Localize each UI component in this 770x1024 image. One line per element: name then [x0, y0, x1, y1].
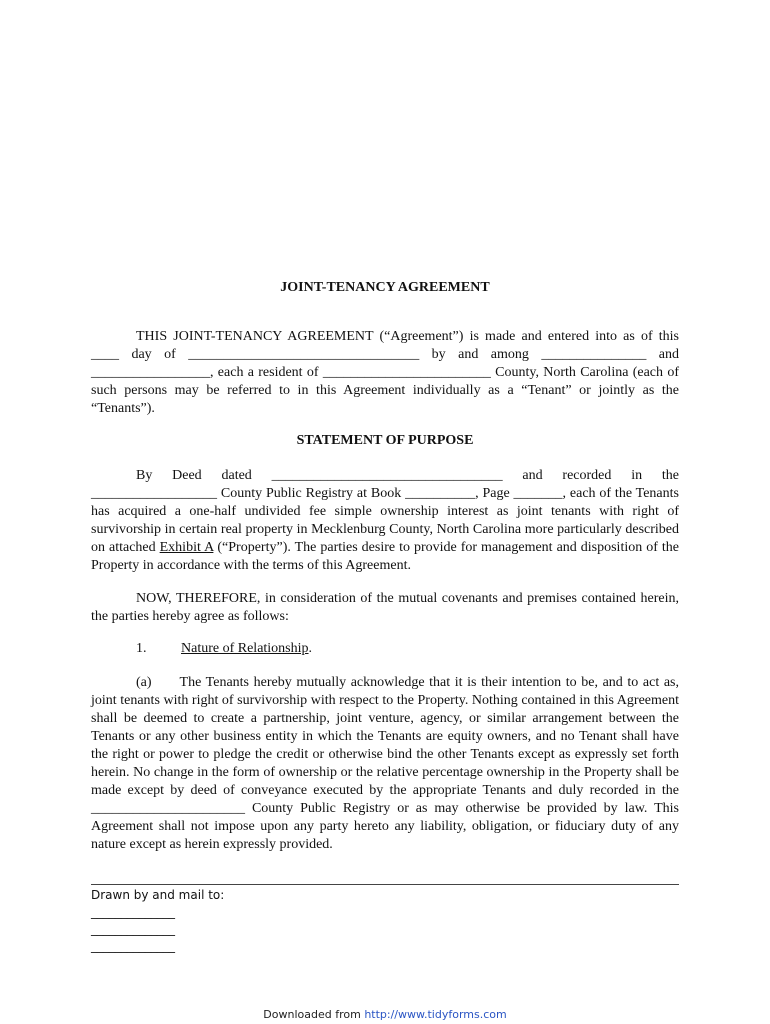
section-1-number: 1. [136, 641, 147, 656]
section-1-title: Nature of Relationship [181, 641, 309, 656]
now-therefore-paragraph: NOW, THEREFORE, in consideration of the mutual covenants and premises contained herein, the parties hereby agree as follows: [91, 591, 679, 624]
drawn-by-label: Drawn by and mail to: [91, 888, 225, 902]
purpose-paragraph [91, 467, 679, 575]
section-1a-block [91, 674, 679, 854]
now-therefore-block [91, 590, 679, 626]
drawn-by-line: ______________ [91, 939, 175, 953]
tidyforms-link[interactable]: http://www.tidyforms.com [364, 1008, 507, 1021]
section-1a-label: (a) [136, 675, 152, 690]
intro-block [91, 328, 679, 418]
purpose-block [91, 467, 679, 575]
purpose-text-after: (“Property”). The parties desire to provide for management and disposition of the Property in accordance with the terms of this Agreement. [91, 540, 679, 573]
drawn-by-line: ______________ [91, 922, 175, 936]
footer-prefix: Downloaded from [263, 1008, 365, 1021]
section-1-title-wrap [181, 641, 312, 657]
section-1-title-period: . [308, 641, 313, 656]
purpose-text-before: By Deed dated _________________________________ and recorded in the __________________ County Public Registry at Book __________, Page _______, each of the Tenants has acquired a one-half undivided fee simple ownership interest as joint tenants with right of survivorship in certain real property in Mecklenburg County, North Carolina more particularly described on attached [91, 468, 679, 555]
document-title: JOINT-TENANCY AGREEMENT [280, 280, 490, 295]
exhibit-a-reference: Exhibit A [159, 540, 214, 555]
download-footer [0, 1008, 770, 1021]
purpose-heading: STATEMENT OF PURPOSE [296, 433, 474, 448]
drawn-by-line: ______________ [91, 905, 175, 919]
footer-divider [91, 884, 679, 885]
intro-paragraph: THIS JOINT-TENANCY AGREEMENT (“Agreement”) is made and entered into as of this ____ day of _________________________________ by and among _______________ and _________________, each a resident of ________________________ County, North Carolina (each of such persons may be referred to in this Agreement individually as a “Tenant” or jointly as the “Tenants”). [91, 329, 679, 416]
section-1a-paragraph [91, 674, 679, 854]
section-1a-text: The Tenants hereby mutually acknowledge that it is their intention to be, and to act as, joint tenants with right of survivorship with respect to the Property. Nothing contained in this Agreement shall be deemed to create a partnership, joint venture, agency, or similar arrangement between the Tenants or any other business entity in which the Tenants are equity owners, and no Tenant shall have the right or power to pledge the credit or otherwise bind the other Tenants except as expressly set forth herein. No change in the form of ownership or the relative percentage ownership in the Property shall be made except by deed of conveyance executed by the appropriate Tenants and duly recorded in the ______________________ County Public Registry or as may otherwise be provided by law. This Agreement shall not impose upon any party hereto any liability, obligation, or fiduciary duty of any nature except as herein expressly provided. [91, 675, 679, 852]
drawn-by-block [91, 887, 224, 955]
